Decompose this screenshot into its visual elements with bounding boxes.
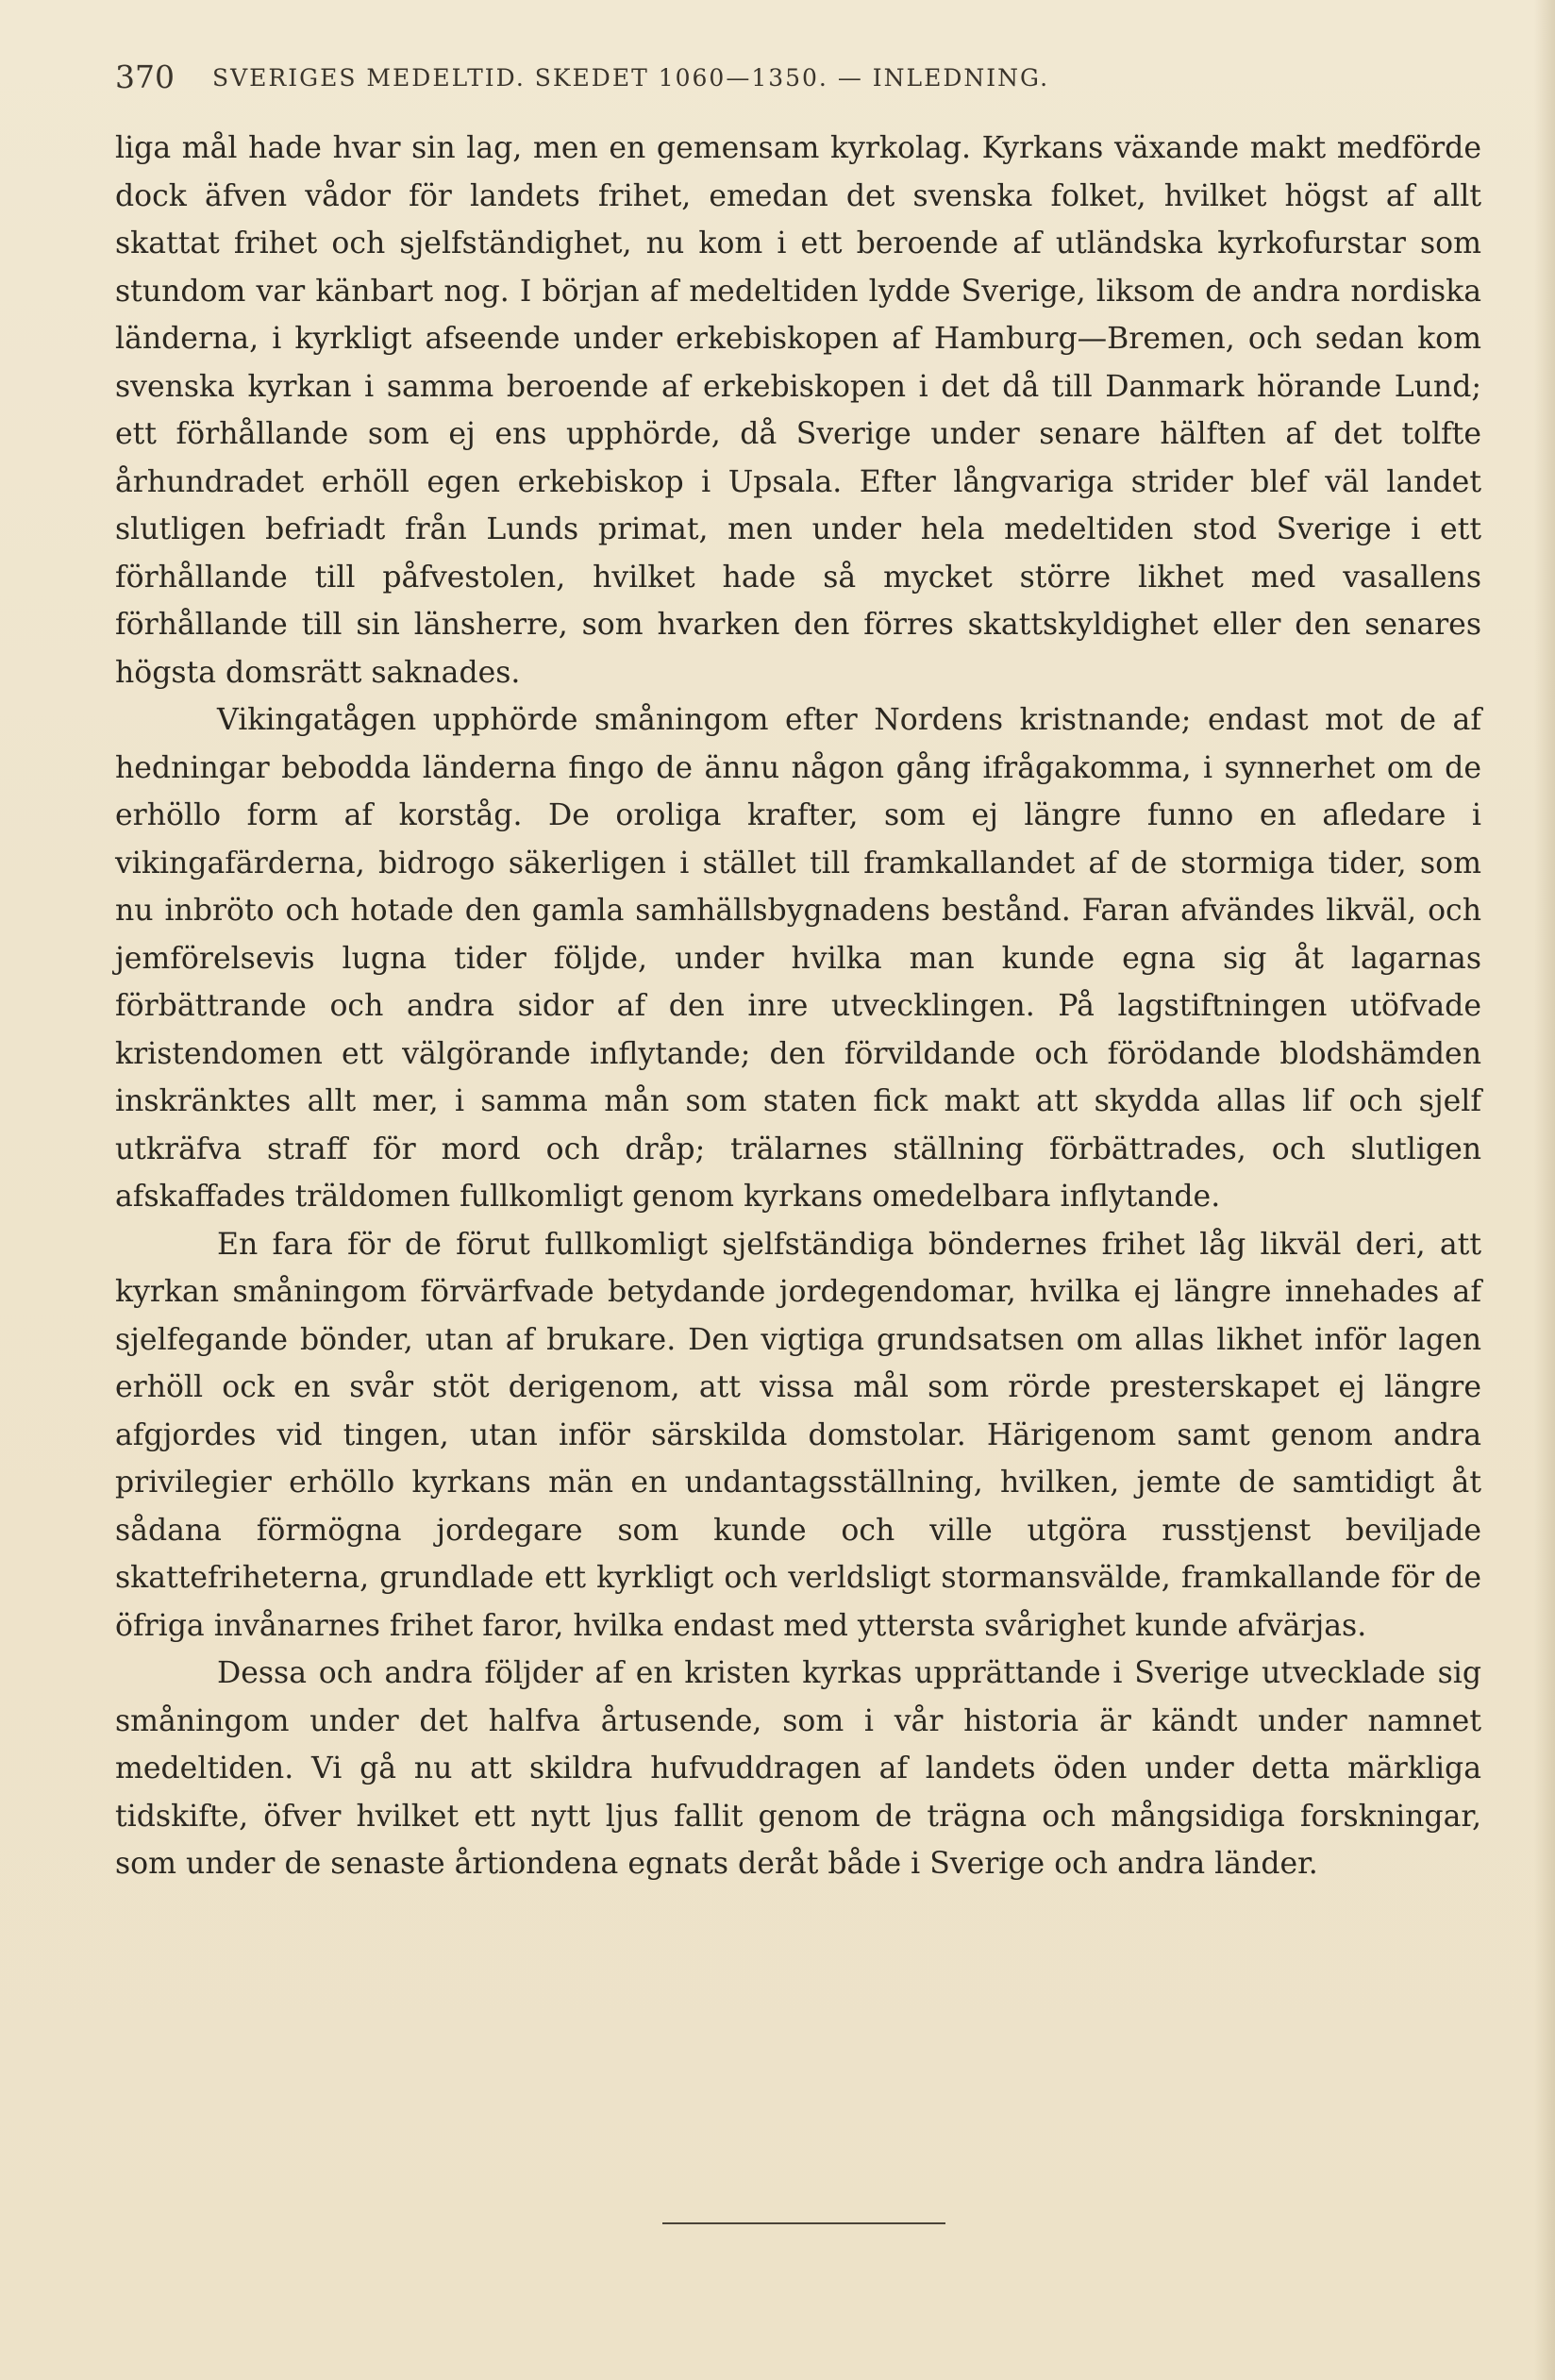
paragraph-continuation: liga mål hade hvar sin lag, men en gemensam kyrkolag. Kyrkans växande makt medförde dock äfven vådor för landets frihet, emedan det svenska folket, hvilket högst af allt skattat frihet och sjelfständighet, nu kom i ett beroende af utländska kyrkofurstar som stundom var känbart nog. I början af medeltiden lydde Sverige, liksom de andra nordiska länderna, i kyrkligt afseende under erkebiskopen af Hamburg—Bremen, och sedan kom svenska kyrkan i samma beroende af erkebiskopen i det då till Danmark hörande Lund; ett förhållande som ej ens upphörde, då Sverige under senare hälften af det tolfte århundradet erhöll egen erkebiskop i Upsala. Efter långvariga strider blef väl landet slutligen befriadt från Lunds primat, men under hela medeltiden stod Sverige i ett förhållande till påfvestolen, hvilket hade så mycket större likhet med vasallens förhållande till sin länsherre, som hvarken den förres skattskyldighet eller den senares högsta domsrätt saknades. bbox=[115, 131, 1481, 690]
paragraph-medeltiden: Dessa och andra följder af en kristen kyrkas upprättande i Sverige utvecklade sig småningom under det halfva årtusende, som i vår historia är kändt under namnet medeltiden. Vi gå nu att skildra hufvuddragen af landets öden under detta märkliga tidskifte, öfver hvilket ett nytt ljus fallit genom de trägna och mångsidiga forskningar, som under de senaste årtiondena egnats deråt både i Sverige och andra länder. bbox=[115, 1656, 1481, 1881]
body-text bbox=[115, 125, 1481, 1888]
running-head bbox=[115, 59, 1493, 96]
paragraph-vikingatagen: Vikingatågen upphörde småningom efter Nordens kristnande; endast mot de af hedningar bebodda länderna fingo de ännu någon gång ifrågakomma, i synnerhet om de erhöllo form af korståg. De oroliga krafter, som ej längre funno en afledare i vikingafärderna, bidrogo säkerligen i stället till framkallandet af de stormiga tider, som nu inbröto och hotade den gamla samhällsbygnadens bestånd. Faran afvändes likväl, och jemförelsevis lugna tider följde, under hvilka man kunde egna sig åt lagarnas förbättrande och andra sidor af den inre utvecklingen. På lagstiftningen utöfvade kristendomen ett välgörande inflytande; den förvildande och förödande blodshämden inskränktes allt mer, i samma mån som staten fick makt att skydda allas lif och sjelf utkräfva straff för mord och dråp; trälarnes ställning förbättrades, och slutligen afskaffades träldomen fullkomligt genom kyrkans omedelbara inflytande. bbox=[115, 703, 1481, 1214]
running-title: SVERIGES MEDELTID. SKEDET 1060—1350. — INLEDNING. bbox=[212, 64, 1050, 92]
page-number: 370 bbox=[115, 59, 175, 95]
page-edge-shadow bbox=[1534, 0, 1555, 2380]
end-rule bbox=[662, 2222, 945, 2224]
paragraph-bondernes-frihet: En fara för de förut fullkomligt sjelfständiga böndernes frihet låg likväl deri, att kyrkan småningom förvärfvade betydande jordegendomar, hvilka ej längre innehades af sjelfegande bönder, utan af brukare. Den vigtiga grundsatsen om allas likhet inför lagen erhöll ock en svår stöt derigenom, att vissa mål som rörde presterskapet ej längre afgjordes vid tingen, utan inför särskilda domstolar. Härigenom samt genom andra privilegier erhöllo kyrkans män en undantagsställning, hvilken, jemte de samtidigt åt sådana förmögna jordegare som kunde och ville utgöra russtjenst beviljade skattefriheterna, grundlade ett kyrkligt och verldsligt stormansvälde, framkallande för de öfriga invånarnes frihet faror, hvilka endast med yttersta svårighet kunde afvärjas. bbox=[115, 1227, 1481, 1643]
